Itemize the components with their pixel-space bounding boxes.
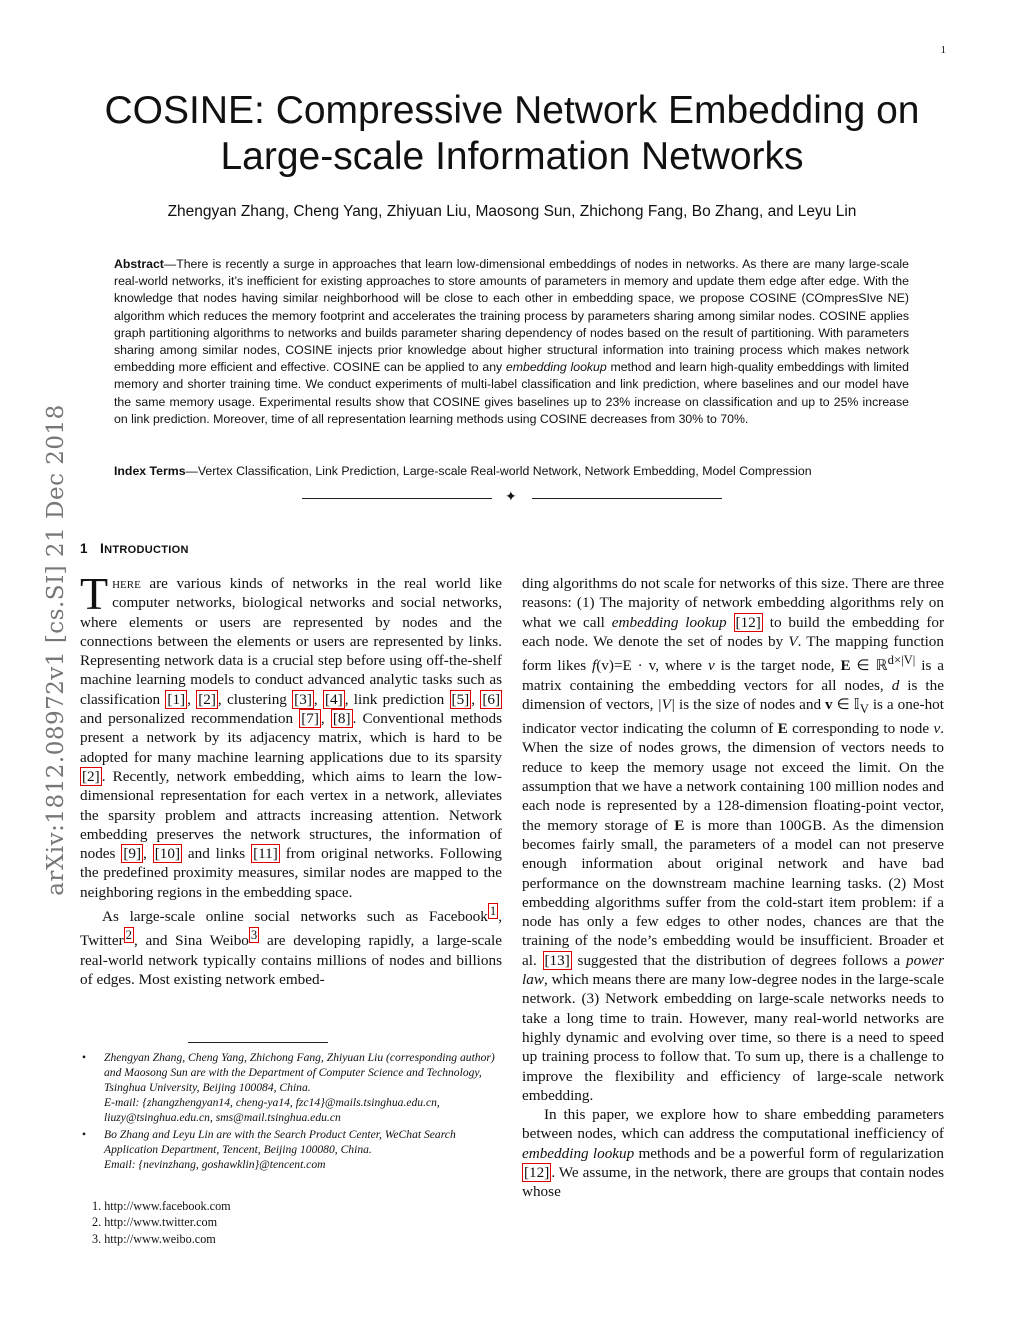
citation-link[interactable]: [7] [301,710,319,728]
emphasis: embedding lookup [522,1144,635,1162]
text-run: , [313,690,323,708]
text-run: , [143,845,153,863]
text-run: suggested that the distribution of degrees follows a [571,951,907,969]
text-run: is a one-hot indicator vector indicating the column of [522,695,944,738]
math-bold: v [825,695,833,713]
text-run: In this paper, we explore how to share embedding parameters between nodes, which can address the computational inefficiency of [522,1106,944,1143]
divider-diamond-icon: ✦ [505,490,517,505]
affiliation-text: Zhengyan Zhang, Cheng Yang, Zhichong Fang, Zhiyuan Liu (corresponding author) and Maosong Sun are with the Department of Computer Science and Technology, Tsinghua University, Beijing 100084, China. [104,1051,495,1094]
math-expr: ∈ ℝ [850,657,888,675]
text-run: and personalized recommendation [80,710,300,728]
text-run: corresponding to node [787,720,934,738]
section-initial: I [99,540,105,556]
citation-link[interactable]: [12] [524,1164,550,1181]
index-terms [114,464,909,478]
drop-cap: T [80,568,109,619]
bullet-icon: • [82,1051,87,1064]
text-run: is more than 100GB. As the dimension becomes fairly small, the parameters of a model can not preserve enough information about original network and have bad performance on the downstream machine learning tasks. (2) Most embedding algorithms suffer from the cold-start item problem: if a node has only a few edges to other nodes, chances are that the training of the node’s embedding would be insufficient. Broader et al. [522,816,944,969]
emphasis: embedding lookup [611,613,727,631]
abstract-dash: — [163,257,177,271]
text-run: ding algorithms do not scale for networks of this size. There are three reasons: (1) The majority of network embedding algorithms rely on what we call [522,575,944,631]
citation-link[interactable]: [1] [167,690,186,708]
title-line-1: COSINE: Compressive Network Embedding on [104,89,920,132]
math-bold: E [777,720,788,738]
section-divider [302,491,722,505]
abstract-label: Abstract [114,257,164,271]
citation-link[interactable]: [13] [544,951,570,969]
citation-link[interactable]: [8] [332,710,351,728]
text-run: , [187,690,197,708]
left-column [80,568,503,989]
divider-line-left [302,498,492,499]
affiliation-item [80,1127,502,1172]
citation-link[interactable]: [5] [451,690,470,708]
math-superscript: d×|V| [887,653,916,668]
math-var: v [933,720,941,738]
abstract [114,256,909,428]
emphasis: power law [522,951,944,989]
footnote-link[interactable]: 2 [125,928,132,943]
bullet-icon: • [82,1128,87,1141]
math-var: d [891,676,900,694]
text-run: , clustering [217,690,293,708]
math-expr: ∈ 𝕀 [832,695,860,713]
text-run: , Twitter [80,908,502,950]
footnotes [92,1198,231,1247]
drop-cap-rest: here [112,575,141,592]
text-run: . When the size of nodes grows, the dimension of vectors needs to reduce to keep the memory usage not exceed the limit. On the assumption that we have a network containing 100 million nodes and each node is represented by a 128-dimension floating-point vector, the memory storage of [522,720,944,834]
intro-paragraph-4 [522,1105,944,1201]
footnote-link[interactable]: 1 [489,904,497,919]
math-var: f [592,657,597,675]
text-run: from original networks. Following the predefined proximity measures, similar nodes are mapped to the neighboring regions in the embedding space. [80,845,503,901]
affiliation-email[interactable]: E-mail: {zhangzhengyan14, cheng-ya14, fzc14}@mails.tsinghua.edu.cn, liuzy@tsinghua.edu.cn, sms@mail.tsinghua.edu.cn [104,1096,440,1124]
abstract-italic: embedding lookup [505,360,607,375]
footnote-rule [188,1042,328,1043]
title-line-2: Large-scale Information Networks [220,135,804,178]
section-heading [80,540,189,556]
math-expr: (v)=E · v [596,657,656,675]
author-list: Zhengyan Zhang, Cheng Yang, Zhiyuan Liu, Maosong Sun, Zhichong Fang, Bo Zhang, and Leyu Lin [167,203,857,220]
footnote-link[interactable]: 3 [250,928,258,943]
section-rest: NTRODUCTION [104,544,189,556]
math-var: v [707,657,715,675]
citation-link[interactable]: [11] [253,845,278,863]
citation-link[interactable]: [4] [324,690,343,708]
footnote-url[interactable]: 2. http://www.twitter.com [92,1215,218,1230]
text-run: and links [182,845,252,863]
math-bold: E [674,816,685,834]
citation-link[interactable]: [3] [294,690,312,708]
affiliations [80,1050,502,1174]
text-run: is the dimension of vectors, [522,676,944,713]
citation-link[interactable]: [10] [154,845,181,863]
math-bold: E [840,657,851,675]
index-terms-dash: — [185,464,198,478]
text-run: As large-scale online social networks such as Facebook [102,908,488,926]
citation-link[interactable]: [6] [482,690,501,708]
intro-paragraph-2 [80,902,502,989]
page-number: 1 [940,44,946,56]
text-run: , [320,710,331,728]
affiliation-text: Bo Zhang and Leyu Lin are with the Search Product Center, WeChat Search Application Department, Tencent, Beijing 100080, China. [104,1128,456,1156]
affiliation-item [80,1050,502,1125]
math-var: V [788,632,798,650]
index-terms-text: Vertex Classification, Link Prediction, Large-scale Real-world Network, Network Embedding, Model Compression [197,464,812,478]
text-run: . Conventional methods present a network by its adjacency matrix, which is hard to be adopted for many machine learning applications due to its sparsity [80,710,502,766]
text-run: , which means there are many low-degree nodes in the large-scale network. (3) Network embedding on large-scale networks needs to take a long time to train. However, many real-world networks are highly dynamic and evolving over time, so there is a need to speed up training process to follow that. To sum up, there is a challenge to improve the flexibility and efficiency of large-scale network embedding. [522,971,944,1104]
text-run: methods and be a powerful form of regularization [634,1144,944,1162]
intro-paragraph-1 [80,568,503,902]
footnote-url[interactable]: 1. http://www.facebook.com [92,1199,231,1213]
text-run: is the target node, [714,657,841,675]
text-run: are various kinds of networks in the real world like computer networks, biological networks and social networks, where elements or users are represented by nodes and the connections between the elements or users are represented by links. Representing network data is a crucial step before using off-the-shelf machine learning models to conduct advanced analytic tasks such as classification [80,575,502,708]
text-run: , [471,690,481,708]
abstract-text-a: There is recently a surge in approaches that learn low-dimensional embeddings of nodes in networks. As there are many large-scale real-world networks, it’s inefficient for existing approaches to store amounts of parameters in memory and update them edge after edge. With the knowledge that nodes having similar neighborhood will be close to each other in embedding space, we propose COSINE (COmpresSIve NE) algorithm which reduces the memory footprint and accelerates the training process by parameters sharing among similar nodes. COSINE applies graph partitioning algorithms to networks and builds parameter sharing dependency of nodes based on the result of partitioning. With parameters sharing among similar nodes, COSINE injects prior knowledge about higher structural information into training process which makes network embedding more efficient and effective. COSINE can be applied to any [114,257,909,375]
text-run: is the size of nodes and [675,695,826,713]
footnote-url[interactable]: 3. http://www.weibo.com [92,1231,216,1246]
citation-link[interactable]: [2] [198,690,216,708]
text-run: . We assume, in the network, there are groups that contain nodes whose [522,1164,944,1201]
text-run: . Recently, network embedding, which aims to learn the low-dimensional representation for each vertex in a network, alleviates the sparsity problem and attracts increasing attention. Network embedding preserves the network structures, the information of nodes [80,767,502,863]
text-run: , link prediction [344,690,450,708]
text-run: is a matrix containing the embedding vectors for all nodes, [522,657,944,694]
text-run: are developing rapidly, a large-scale real-world network typically contains millions of nodes and billions of edges. Most existing network embed- [80,932,502,989]
abstract-text-b: method and learn high-quality embeddings with limited memory and shorter training time. We conduct experiments of multi-label classification and link prediction, where baselines and our model have the same memory usage. Experimental results show that COSINE gives baselines up to 23% increase on classification and up to 25% increase on link prediction. Moreover, time of all representation learning methods using COSINE decreases from 30% to 70%. [114,360,909,426]
index-terms-label: Index Terms [114,464,186,478]
citation-link[interactable]: [2] [82,767,100,785]
math-var: |V| [657,695,676,713]
text-run: . The mapping function form likes [522,632,944,675]
right-column [522,574,944,1202]
citation-link[interactable]: [9] [123,845,142,863]
arxiv-identifier[interactable]: arXiv:1812.08972v1 [cs.SI] 21 Dec 2018 [43,404,69,896]
text-run: , where [655,657,708,675]
citation-link[interactable]: [12] [735,613,761,631]
section-number: 1 [80,541,88,556]
text-run: , and Sina Weibo [133,932,249,950]
intro-paragraph-3 [522,574,944,1105]
paper-title [80,88,944,180]
divider-line-right [532,498,722,499]
math-subscript: V [859,701,869,716]
affiliation-email[interactable]: Email: {nevinzhang, goshawklin}@tencent.com [104,1158,326,1171]
text-run: to build the embedding for each node. We denote the set of nodes by [522,613,945,650]
